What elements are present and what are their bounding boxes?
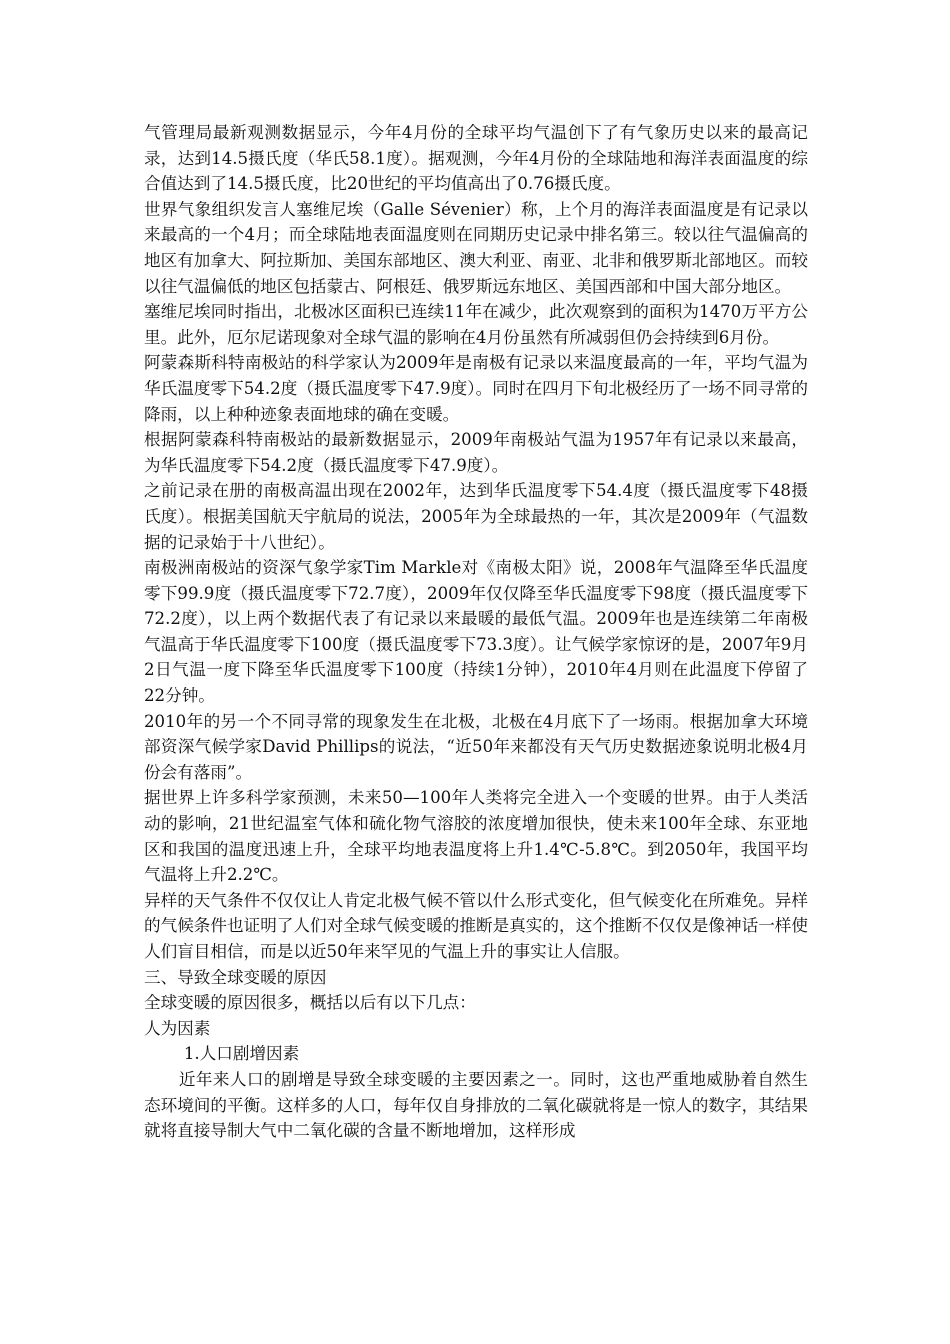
paragraph-conclusion: 异样的天气条件不仅仅让人肯定北极气候不管以什么形式变化，但气候变化在所难免。异样的气候条件也证明了人们对全球气候变暖的推断是真实的，这个推断不仅仅是像神话一样使人们盲目相信，而是以近50年来罕见的气温上升的事实让人信服。: [144, 890, 808, 961]
paragraph-causes-intro: 全球变暖的原因很多，概括以后有以下几点：: [144, 993, 476, 1013]
paragraph-wmo-statement: 世界气象组织发言人塞维尼埃（Galle Sévenier）称，上个月的海洋表面温度是有记录以来最高的一个4月；而全球陆地表面温度则在同期历史记录中排名第三。较以往气温偏高的地区有加拿大、阿拉斯加、美国东部地区、澳大利亚、南亚、北非和俄罗斯北部地区。而较以往气温偏低的地区包括蒙古、阿根廷、俄罗斯远东地区、美国西部和中国大部分地区。: [144, 199, 808, 296]
paragraph-april-record: 气管理局最新观测数据显示，今年4月份的全球平均气温创下了有气象历史以来的最高记录，达到14.5摄氏度（华氏58.1度）。据观测，今年4月份的全球陆地和海洋表面温度的综合值达到了14.5摄氏度，比20世纪的平均值高出了0.76摄氏度。: [144, 123, 808, 194]
paragraph-arctic-ice: 塞维尼埃同时指出，北极冰区面积已连续11年在减少，此次观察到的面积为1470万平方公里。此外，厄尔尼诺现象对全球气温的影响在4月份虽然有所减弱但仍会持续到6月份。: [144, 302, 808, 347]
paragraph-arctic-rain: 2010年的另一个不同寻常的现象发生在北极，北极在4月底下了一场雨。根据加拿大环境部资深气候学家David Phillips的说法，“近50年来都没有天气历史数据迹象说明北极4月份会有落雨”。: [144, 711, 808, 782]
paragraph-human-factors: 人为因素: [144, 1018, 211, 1038]
paragraph-population: 近年来人口的剧增是导致全球变暖的主要因素之一。同时，这也严重地威胁着自然生态环境间的平衡。这样多的人口，每年仅自身排放的二氧化碳就将是一惊人的数字，其结果就将直接导制大气中二氧化碳的含量不断地增加，这样形成: [144, 1069, 808, 1141]
section-heading: 三、导致全球变暖的原因: [144, 967, 327, 987]
paragraph-forecast: 据世界上许多科学家预测，未来50—100年人类将完全进入一个变暖的世界。由于人类活动的影响，21世纪温室气体和硫化物气溶胶的浓度增加很快，使未来100年全球、东亚地区和我国的温度迅速上升，全球平均地表温度将上升1.4℃-5.8℃。到2050年，我国平均气温将上升2.2℃。: [144, 788, 808, 885]
subheading-population: 1.人口剧增因素: [183, 1044, 300, 1064]
paragraph-amundsen-data: 根据阿蒙森科特南极站的最新数据显示，2009年南极站气温为1957年有记录以来最高，为华氏温度零下54.2度（摄氏温度零下47.9度）。: [144, 430, 808, 475]
paragraph-tim-markle: 南极洲南极站的资深气象学家Tim Markle对《南极太阳》说，2008年气温降至华氏温度零下99.9度（摄氏温度零下72.7度），2009年仅仅降至华氏温度零下98度（摄氏温度零下72.2度），以上两个数据代表了有记录以来最暖的最低气温。2009年也是连续第二年南极气温高于华氏温度零下100度（摄氏温度零下73.3度）。让气候学家惊讶的是，2007年9月2日气温一度下降至华氏温度零下100度（持续1分钟），2010年4月则在此温度下停留了22分钟。: [144, 558, 808, 706]
paragraph-previous-record: 之前记录在册的南极高温出现在2002年，达到华氏温度零下54.4度（摄氏温度零下48摄氏度）。根据美国航天宇航局的说法，2005年为全球最热的一年，其次是2009年（气温数据的记录始于十八世纪）。: [144, 481, 808, 552]
document-body: [144, 120, 808, 1144]
paragraph-antarctic-2009: 阿蒙森斯科特南极站的科学家认为2009年是南极有记录以来温度最高的一年，平均气温为华氏温度零下54.2度（摄氏温度零下47.9度）。同时在四月下旬北极经历了一场不同寻常的降雨，以上种种迹象表面地球的确在变暖。: [144, 353, 808, 424]
